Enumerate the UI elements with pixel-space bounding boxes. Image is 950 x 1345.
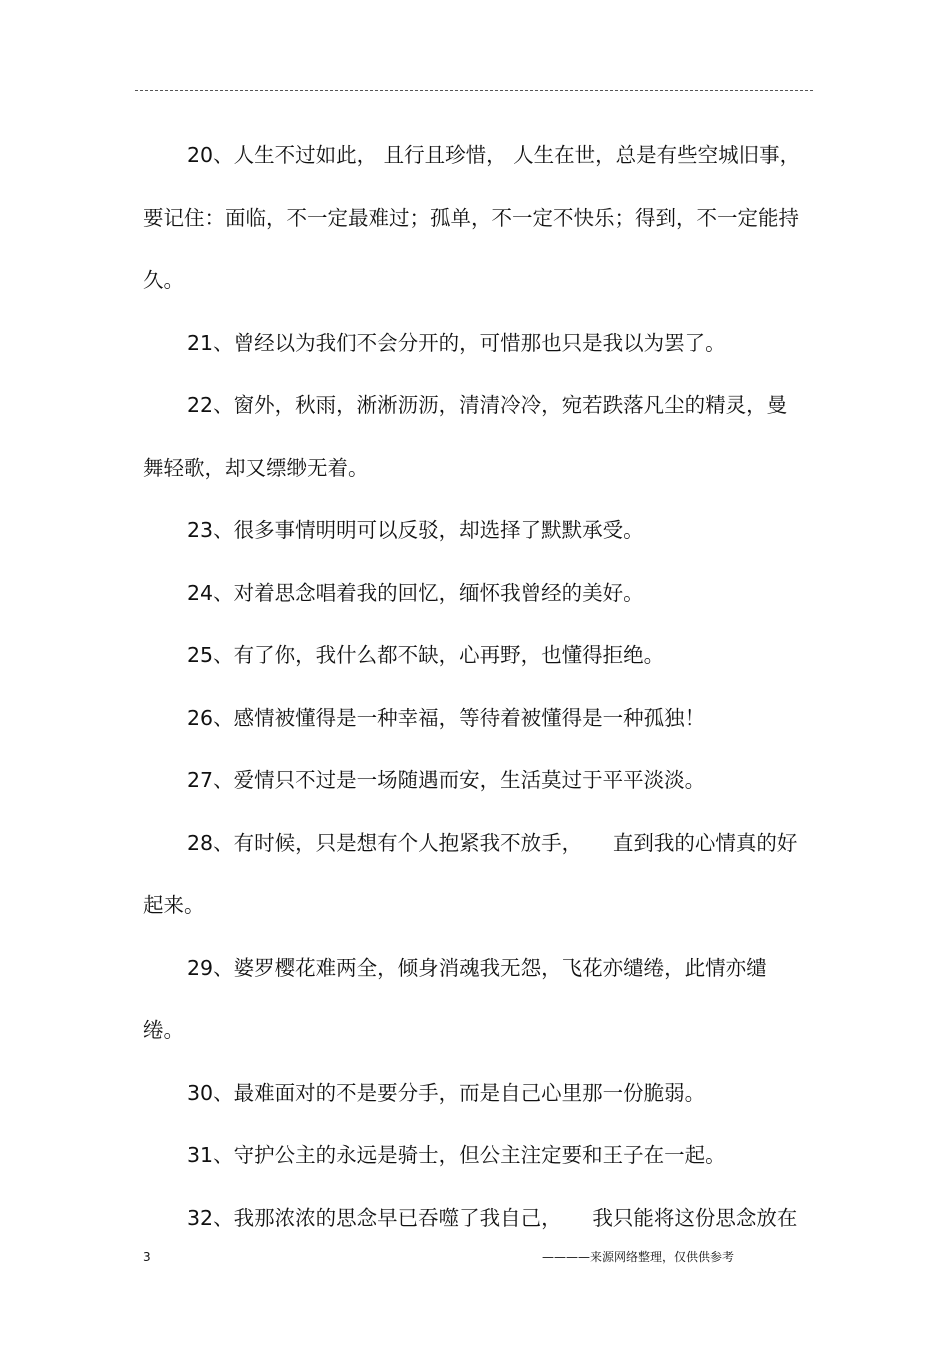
paragraph-22: 22、窗外，秋雨，淅淅沥沥，清清冷冷，宛若跌落凡尘的精灵，曼舞轻歌，却又缥缈无着。: [143, 393, 788, 480]
paragraph-30: 30、最难面对的不是要分手，而是自己心里那一份脆弱。: [187, 1080, 706, 1105]
paragraph-20: 20、人生不过如此， 且行且珍惜， 人生在世，总是有些空城旧事，要记住：面临，不一定最难过；孤单，不一定不快乐；得到，不一定能持久。: [143, 143, 801, 292]
page-number: 3: [143, 1250, 151, 1264]
paragraph-32: 32、我那浓浓的思念早已吞噬了我自己， 我只能将这份思念放在: [187, 1205, 798, 1230]
paragraph-27: 27、爱情只不过是一场随遇而安，生活莫过于平平淡淡。: [187, 768, 706, 792]
paragraph-21: 21、曾经以为我们不会分开的，可惜那也只是我以为罢了。: [187, 330, 726, 355]
paragraph-31: 31、守护公主的永远是骑士，但公主注定要和王子在一起。: [187, 1143, 726, 1167]
footer-note: ————来源网络整理，仅供供参考: [542, 1250, 735, 1264]
paragraph-24: 24、对着思念唱着我的回忆，缅怀我曾经的美好。: [187, 580, 644, 605]
document-body: [143, 124, 803, 1249]
paragraph-26: 26、感情被懂得是一种幸福，等待着被懂得是一种孤独！: [187, 705, 706, 730]
paragraph-28: 28、有时候，只是想有个人抱紧我不放手， 直到我的心情真的好起来。: [143, 830, 798, 917]
paragraph-23: 23、很多事情明明可以反驳，却选择了默默承受。: [187, 518, 644, 542]
paragraph-25: 25、有了你，我什么都不缺，心再野，也懂得拒绝。: [187, 643, 665, 667]
paragraph-29: 29、婆罗樱花难两全，倾身消魂我无怨，飞花亦缱绻，此情亦缱绻。: [143, 955, 767, 1042]
header-divider: [135, 90, 813, 91]
